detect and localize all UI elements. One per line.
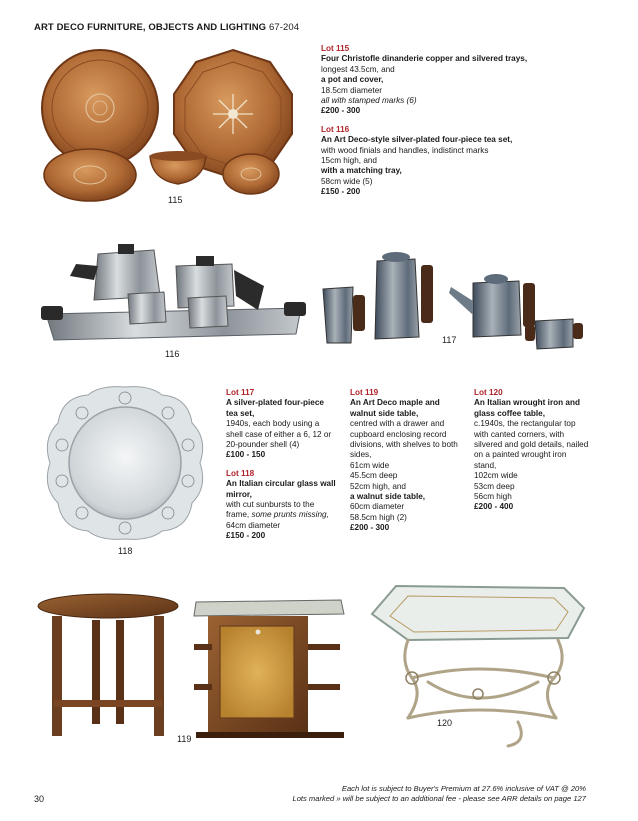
lot-115-estimate: £200 - 300 xyxy=(321,106,361,116)
page-header xyxy=(34,22,299,33)
lot-119-line4: 52cm high, and xyxy=(350,481,406,491)
lot-119-title: An Art Deco maple and walnut side table, xyxy=(350,398,440,418)
lot-119-number: Lot 119 xyxy=(350,388,379,397)
lot-116-estimate: £150 - 200 xyxy=(321,187,361,197)
caption-117: 117 xyxy=(442,335,457,345)
lot-119-estimate: £200 - 300 xyxy=(350,523,390,533)
lot-116-line1: with wood finials and handles, indistinct marks xyxy=(321,145,489,155)
lot-117-number: Lot 117 xyxy=(226,388,255,397)
header-pages: 67-204 xyxy=(268,22,300,33)
lot-117-line1: 1940s, each body using a shell case of either a 6, 12 or 20-pounder shell (4) xyxy=(226,419,332,450)
lot-120-image xyxy=(368,582,590,750)
header-title: ART DECO FURNITURE, OBJECTS AND LIGHTING xyxy=(34,22,267,33)
page-number: 30 xyxy=(34,794,45,804)
lot-118-image xyxy=(40,383,210,543)
lot-117-estimate: £100 - 150 xyxy=(226,450,266,460)
lot-120-text xyxy=(474,388,590,513)
lot-115-line1: longest 43.5cm, and xyxy=(321,64,395,74)
lot-116-image xyxy=(36,236,311,348)
lot-117-118-text xyxy=(226,388,338,542)
lot-119-line6: 58.5cm high (2) xyxy=(350,512,407,522)
lot-119-line1: centred with a drawer and cupboard enclosing record divisions, with shelves to both sides, xyxy=(350,419,458,460)
lot-115-line2: 18.5cm diameter xyxy=(321,85,382,95)
lot-116-number: Lot 116 xyxy=(321,124,350,134)
lot-119-title2: a walnut side table, xyxy=(350,492,426,502)
lot-118-number: Lot 118 xyxy=(226,468,255,478)
lot-116-line3: 58cm wide (5) xyxy=(321,176,373,186)
lot-116-line2: 15cm high, and xyxy=(321,156,377,166)
lot-118-line1: with cut sunbursts to the frame, xyxy=(226,500,315,520)
lot-115-line3: all with stamped marks (6) xyxy=(321,96,417,106)
caption-115: 115 xyxy=(168,195,183,205)
footer-notes xyxy=(292,784,586,804)
lot-115-number: Lot 115 xyxy=(321,44,350,53)
lot-119-line2: 61cm wide xyxy=(350,460,390,470)
lot-118-title: An Italian circular glass wall mirror, xyxy=(226,479,336,499)
lot-117-title: A silver-plated four-piece tea set, xyxy=(226,398,324,418)
lot-118-line2: 64cm diameter xyxy=(226,520,281,530)
footer-arr-note: Lots marked » will be subject to an additional fee - please see ARR details on page 127 xyxy=(292,794,586,803)
caption-116: 116 xyxy=(165,349,180,359)
lot-120-line4: 56cm high xyxy=(474,492,512,502)
caption-118: 118 xyxy=(118,546,133,556)
lot-119-line5: 60cm diameter xyxy=(350,502,405,512)
lot-120-number: Lot 120 xyxy=(474,388,503,397)
lot-116-title: An Art Deco-style silver-plated four-piece tea set, xyxy=(321,135,513,145)
caption-120: 120 xyxy=(437,718,453,728)
lot-120-estimate: £200 - 400 xyxy=(474,502,514,512)
lot-120-line2: 102cm wide xyxy=(474,471,518,481)
lot-118-line1-italic: some prunts missing, xyxy=(251,510,329,520)
lot-120-line1: c.1940s, the rectangular top with canted corners, with silvered and gold details, nailed on a painted wrought iron stand, xyxy=(474,419,589,470)
lot-120-line3: 53cm deep xyxy=(474,481,515,491)
lot-115-title2: a pot and cover, xyxy=(321,75,384,85)
lot-115-image xyxy=(38,42,308,207)
lot-118-estimate: £150 - 200 xyxy=(226,531,266,541)
lot-116-title2: with a matching tray, xyxy=(321,166,402,176)
lot-119-text xyxy=(350,388,462,534)
lot-120-title: An Italian wrought iron and glass coffee table, xyxy=(474,398,580,418)
caption-119: 119 xyxy=(177,734,192,744)
footer-premium-note: Each lot is subject to Buyer's Premium at 27.6% inclusive of VAT @ 20% xyxy=(341,784,586,793)
lot-115-title: Four Christofle dinanderie copper and silvered trays, xyxy=(321,54,528,64)
lot-119-image xyxy=(36,588,351,743)
lot-119-line3: 45.5cm deep xyxy=(350,471,398,481)
lot-115-text xyxy=(321,44,611,198)
